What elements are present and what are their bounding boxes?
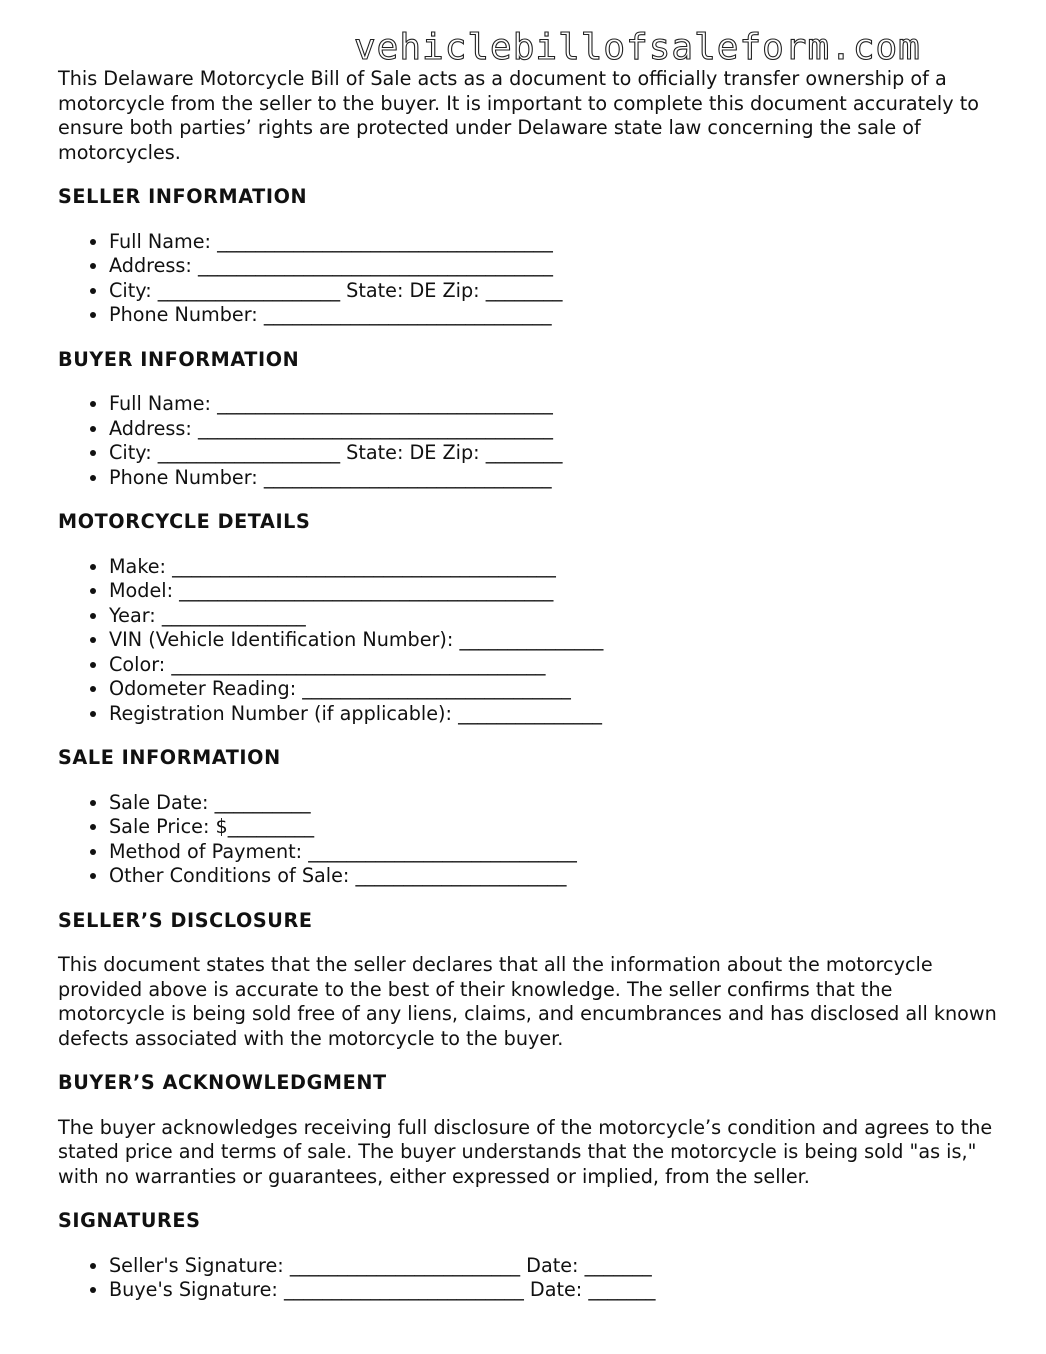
sale-information-heading: SALE INFORMATION [58, 746, 281, 769]
buyer-address-line[interactable]: • Address: _____________________________________ [109, 417, 998, 442]
buyer-information-list [58, 392, 998, 490]
seller-phone-line[interactable]: • Phone Number: ______________________________ [109, 303, 998, 328]
year-line[interactable]: • Year: _______________ [109, 604, 998, 629]
seller-information-list [58, 230, 998, 328]
bill-of-sale-document [58, 67, 998, 1303]
odometer-line[interactable]: • Odometer Reading: ____________________________ [109, 677, 998, 702]
seller-full-name-line[interactable]: • Full Name: ___________________________________ [109, 230, 998, 255]
sale-date-line[interactable]: • Sale Date: __________ [109, 791, 998, 816]
seller-information-heading: SELLER INFORMATION [58, 185, 308, 208]
motorcycle-details-list [58, 555, 998, 727]
sale-price-line[interactable]: • Sale Price: $_________ [109, 815, 998, 840]
buyer-phone-line[interactable]: • Phone Number: ______________________________ [109, 466, 998, 491]
intro-paragraph: This Delaware Motorcycle Bill of Sale acts as a document to officially transfer ownership of a motorcycle from the seller to the buyer. It is important to complete this document accurately to ensure both parties’ rights are protected under Delaware state law concerning the sale of motorcycles. [58, 67, 979, 164]
payment-method-line[interactable]: • Method of Payment: ____________________________ [109, 840, 998, 865]
other-conditions-line[interactable]: • Other Conditions of Sale: ______________________ [109, 864, 998, 889]
color-line[interactable]: • Color: _______________________________________ [109, 653, 998, 678]
watermark: vehiclebillofsaleform.com [354, 27, 921, 68]
vin-line[interactable]: • VIN (Vehicle Identification Number): _______________ [109, 628, 998, 653]
buyers-acknowledgment-heading: BUYER’S ACKNOWLEDGMENT [58, 1071, 387, 1094]
seller-signature-line[interactable]: • Seller's Signature: ________________________ Date: _______ [109, 1254, 998, 1279]
buyer-signature-line[interactable]: • Buye's Signature: _________________________ Date: _______ [109, 1278, 998, 1303]
buyers-acknowledgment-text: The buyer acknowledges receiving full disclosure of the motorcycle’s condition and agrees to the stated price and terms of sale. The buyer understands that the motorcycle is being sold "as is," with no warranties or guarantees, either expressed or implied, from the seller. [58, 1115, 993, 1188]
seller-city-state-zip-line[interactable]: • City: ___________________ State: DE Zip: ________ [109, 279, 998, 304]
make-line[interactable]: • Make: ________________________________________ [109, 555, 998, 580]
motorcycle-details-heading: MOTORCYCLE DETAILS [58, 510, 311, 533]
sellers-disclosure-text: This document states that the seller declares that all the information about the motorcycle provided above is accurate to the best of their knowledge. The seller confirms that the motorcycle is being sold free of any liens, claims, and encumbrances and has disclosed all known defects associated with the motorcycle to the buyer. [58, 953, 997, 1050]
buyer-city-state-zip-line[interactable]: • City: ___________________ State: DE Zip: ________ [109, 441, 998, 466]
buyer-full-name-line[interactable]: • Full Name: ___________________________________ [109, 392, 998, 417]
sale-information-list [58, 791, 998, 889]
sellers-disclosure-heading: SELLER’S DISCLOSURE [58, 908, 313, 932]
signatures-heading: SIGNATURES [58, 1209, 201, 1232]
seller-address-line[interactable]: • Address: _____________________________________ [109, 254, 998, 279]
buyer-information-heading: BUYER INFORMATION [58, 347, 300, 371]
model-line[interactable]: • Model: _______________________________________ [109, 579, 998, 604]
signatures-list [58, 1254, 998, 1303]
registration-number-line[interactable]: • Registration Number (if applicable): _______________ [109, 702, 998, 727]
